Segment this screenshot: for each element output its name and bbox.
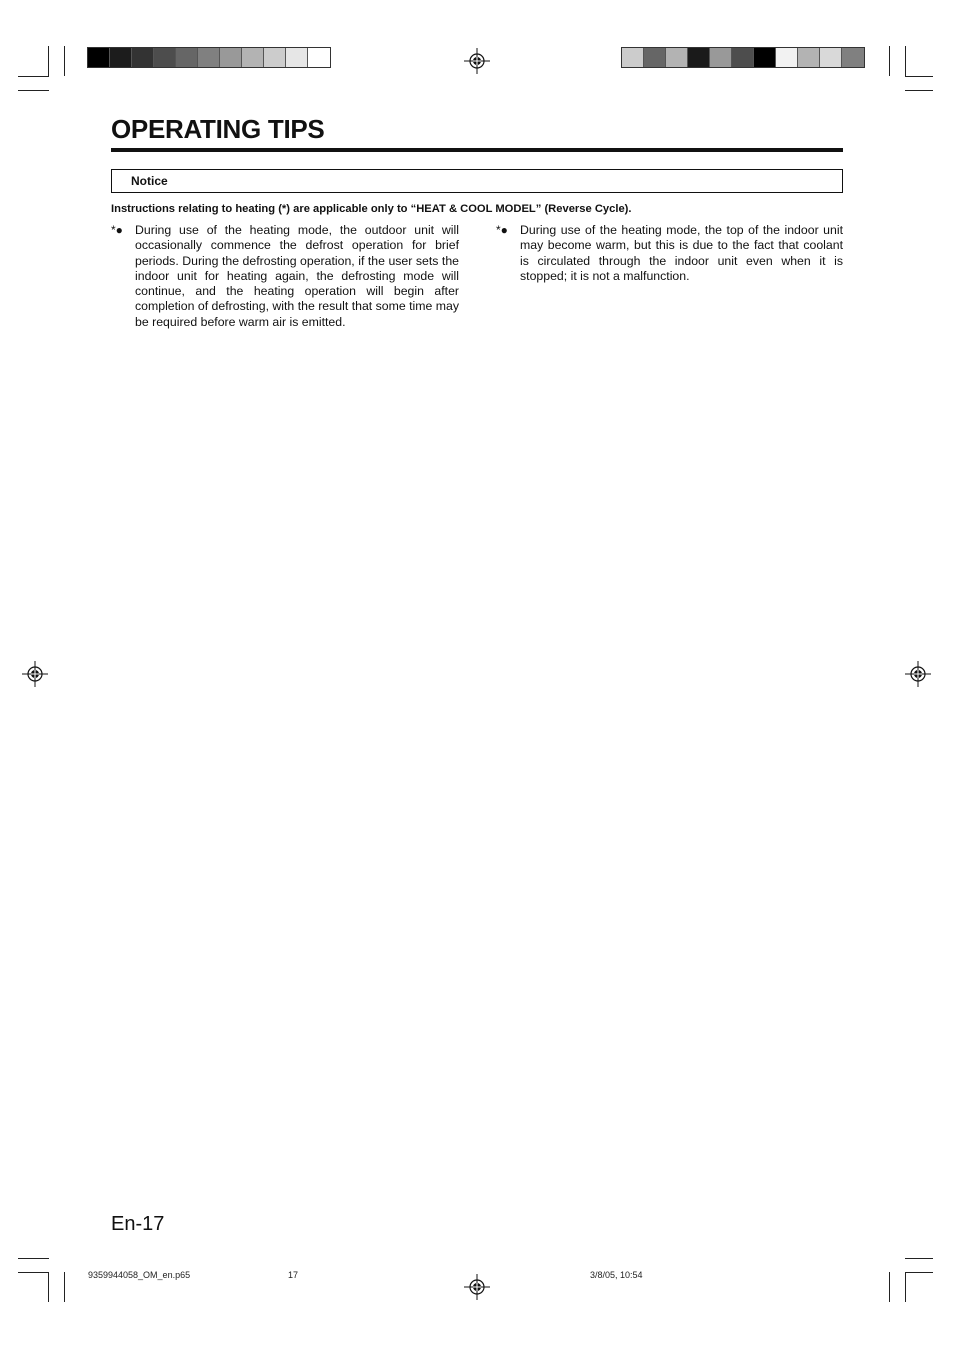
crop-mark-top-right-v xyxy=(889,46,890,76)
color-swatch xyxy=(622,48,644,67)
color-swatch xyxy=(198,48,220,67)
crop-mark-bottom-right-h2 xyxy=(905,1272,933,1273)
color-swatch xyxy=(132,48,154,67)
footer-timestamp: 3/8/05, 10:54 xyxy=(590,1270,643,1280)
color-swatch xyxy=(732,48,754,67)
registration-mark-bottom-icon xyxy=(464,1274,490,1300)
registration-mark-top-icon xyxy=(464,48,490,74)
crop-mark-bottom-left-v xyxy=(48,1272,49,1302)
bullet-marker: *● xyxy=(111,223,123,237)
page-title: OPERATING TIPS xyxy=(111,114,325,144)
color-swatch xyxy=(710,48,732,67)
crop-mark-bottom-left-h xyxy=(18,1258,49,1259)
crop-mark-top-left-v xyxy=(48,46,49,76)
crop-mark-bottom-left-v2 xyxy=(64,1272,65,1302)
color-swatch xyxy=(754,48,776,67)
color-swatch xyxy=(820,48,842,67)
notice-box xyxy=(111,169,843,193)
heating-instruction: Instructions relating to heating (*) are applicable only to “HEAT & COOL MODEL” (Reverse Cycle). xyxy=(111,203,632,215)
notice-label: Notice xyxy=(131,174,168,188)
gray-scale-bar-left xyxy=(87,47,331,68)
crop-mark-top-left-h2 xyxy=(18,90,49,91)
crop-mark-top-right-h xyxy=(905,76,933,77)
color-swatch xyxy=(798,48,820,67)
color-swatch xyxy=(286,48,308,67)
color-swatch xyxy=(688,48,710,67)
crop-mark-top-left-v2 xyxy=(64,46,65,76)
color-swatch xyxy=(242,48,264,67)
crop-mark-bottom-right-v xyxy=(889,1272,890,1302)
registration-mark-right-icon xyxy=(905,661,931,687)
color-swatch xyxy=(154,48,176,67)
color-swatch xyxy=(264,48,286,67)
crop-mark-top-right-h2 xyxy=(905,90,933,91)
color-swatch xyxy=(308,48,330,67)
footer-file-name: 9359944058_OM_en.p65 xyxy=(88,1270,191,1280)
color-swatch xyxy=(176,48,198,67)
tip-text: During use of the heating mode, the top of the indoor unit may become warm, but this is due to the fact that coolant is circulated through the indoor unit even when it is stopped; it is not a malfunction. xyxy=(520,223,843,283)
crop-mark-bottom-left-h2 xyxy=(18,1272,49,1273)
tip-text: During use of the heating mode, the outdoor unit will occasionally commence the defrost operation for brief periods. During the defrosting operation, if the user sets the indoor unit for heating again, the defrosting mode will continue, and the heating operation will begin after completion of defrosting, with the result that some time may be required before warm air is emitted. xyxy=(135,223,459,329)
crop-mark-bottom-right-h xyxy=(905,1258,933,1259)
crop-mark-top-left-h xyxy=(18,76,49,77)
title-underline xyxy=(111,148,843,152)
tip-defrost xyxy=(111,223,459,330)
registration-mark-left-icon xyxy=(22,661,48,687)
crop-mark-bottom-right-v2 xyxy=(905,1272,906,1302)
gray-scale-bar-right xyxy=(621,47,865,68)
tip-indoor-warm xyxy=(496,223,843,284)
color-swatch xyxy=(776,48,798,67)
color-swatch xyxy=(88,48,110,67)
footer-page: 17 xyxy=(288,1270,299,1280)
color-swatch xyxy=(644,48,666,67)
bullet-marker: *● xyxy=(496,223,508,237)
crop-mark-top-right-v2 xyxy=(905,46,906,76)
color-swatch xyxy=(110,48,132,67)
page-number: En-17 xyxy=(111,1213,165,1235)
color-swatch xyxy=(842,48,864,67)
color-swatch xyxy=(666,48,688,67)
color-swatch xyxy=(220,48,242,67)
